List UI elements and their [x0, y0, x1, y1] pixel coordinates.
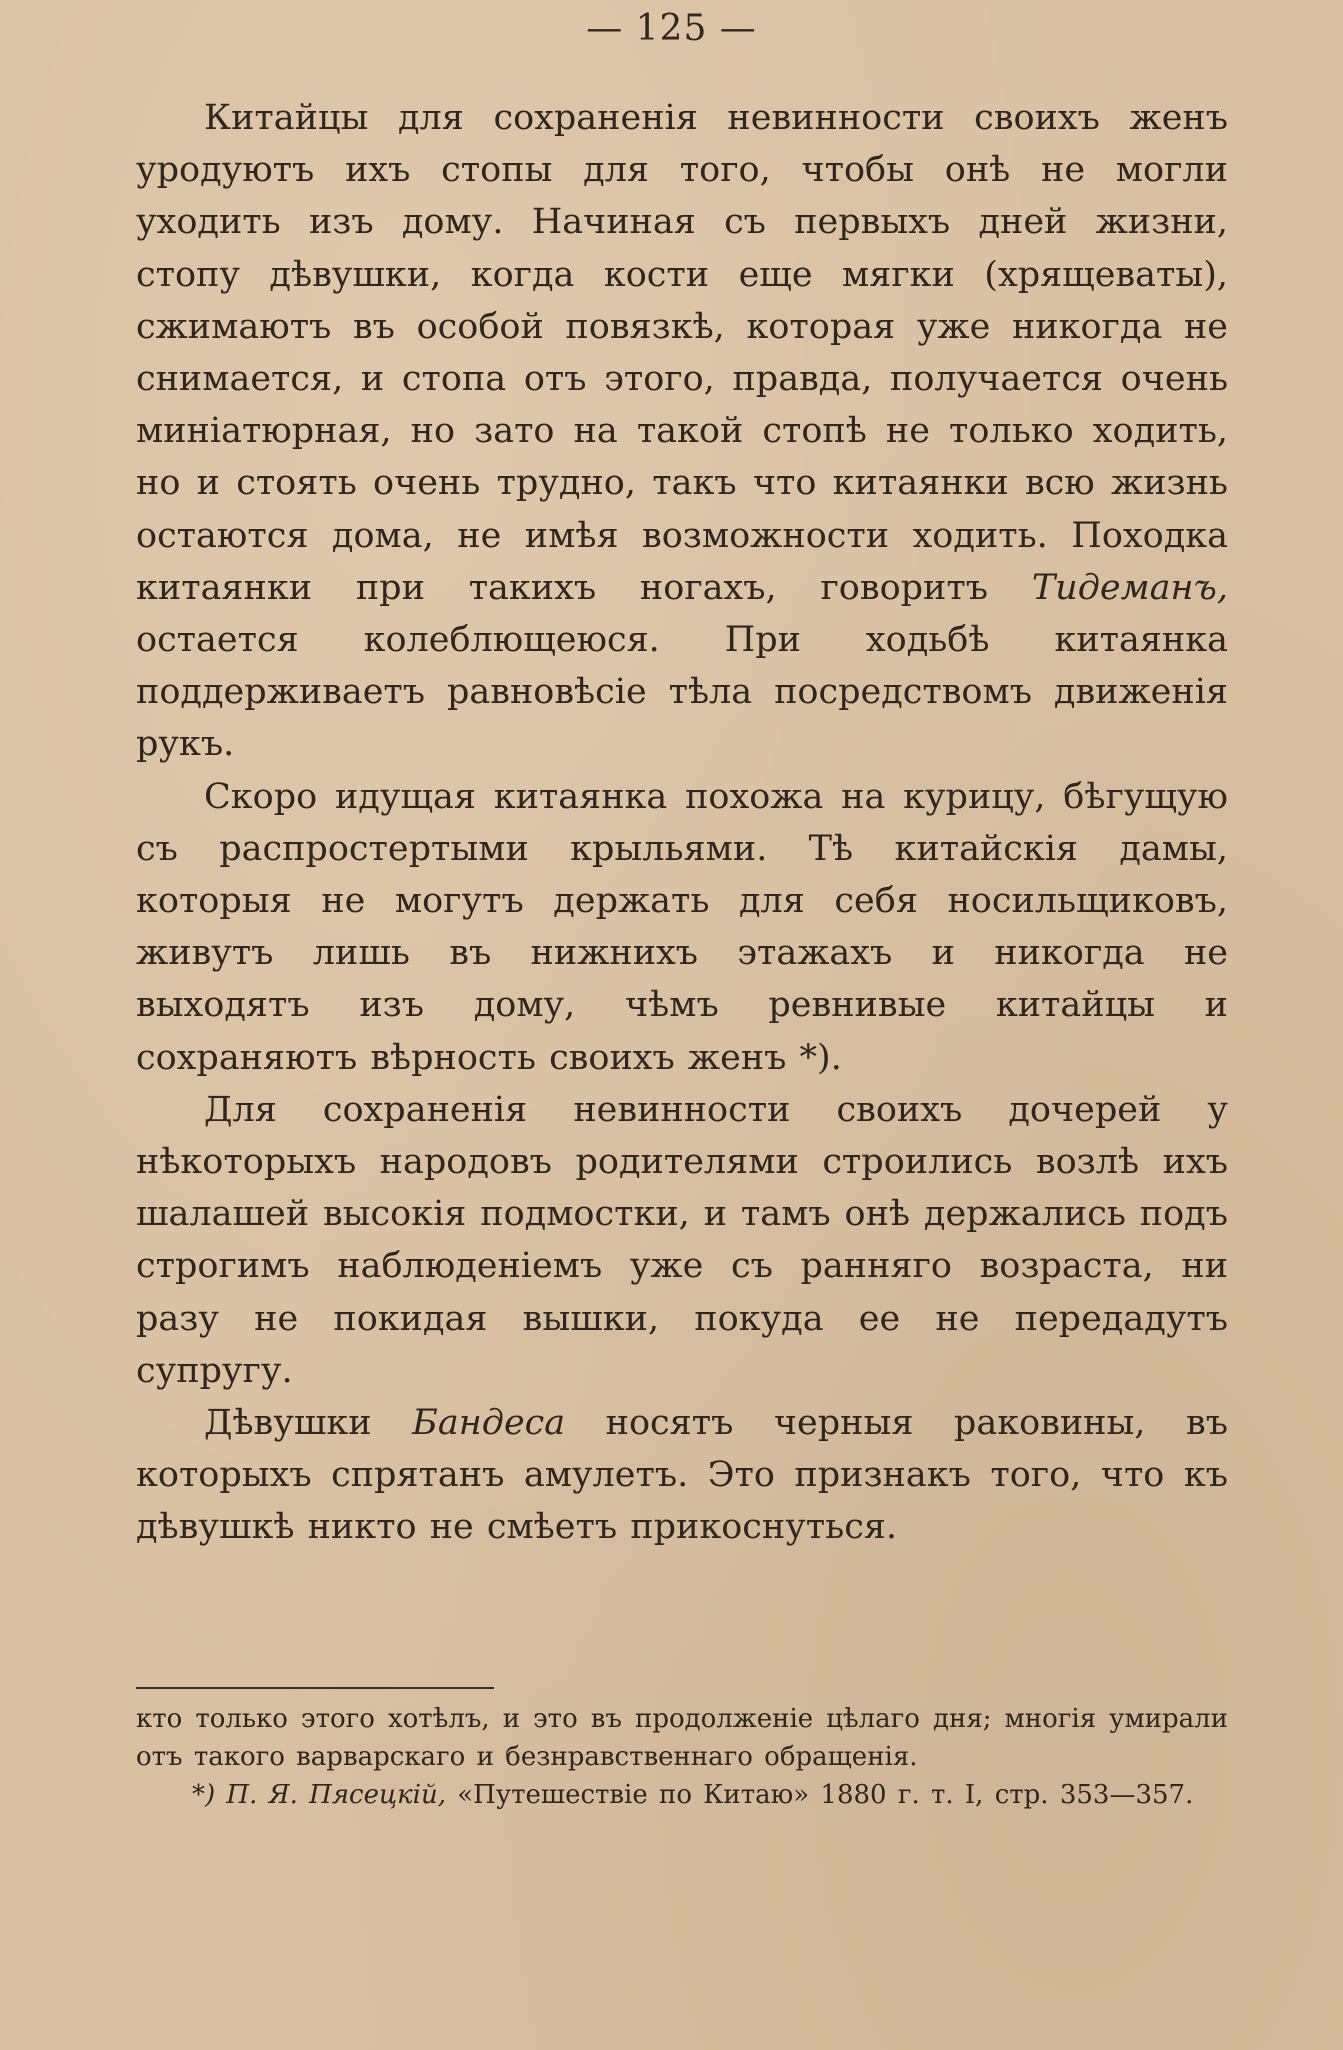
paragraph-gait: Скоро идущая китаянка похожа на курицу, бѣгущую съ распростертыми крыльями. Тѣ китайскія дамы, которыя не могутъ держать для себя носильщиковъ, живутъ лишь въ нижнихъ этажахъ и никогда не выходятъ изъ дому, чѣмъ ревнивые китайцы и сохраняютъ вѣрность своихъ женъ *).: [136, 776, 1228, 1078]
footnote-text: «Путешествіе по Китаю» 1880 г. т. I, стр. 353—357.: [445, 1780, 1194, 1810]
footnote-continuation: кто только этого хотѣлъ, и это въ продолженіе цѣлаго дня; многія умирали отъ такого варварскаго и безнравственнаго обращенія.: [136, 1704, 1228, 1772]
author-name: Тидеманъ,: [1031, 567, 1228, 608]
paragraph-chinese-women: [136, 92, 1228, 771]
place-name: Бандеса: [412, 1403, 566, 1444]
footnote-divider: [136, 1687, 494, 1689]
paragraph-bandesa: [136, 1397, 1228, 1554]
paragraph-text: остается колеблющеюся. При ходьбѣ китаянка поддерживаетъ равновѣсіе тѣла посредствомъ движенія рукъ.: [136, 620, 1228, 765]
paragraph-text: носятъ черныя раковины, въ которыхъ спрятанъ амулетъ. Это признакъ того, что къ дѣвушкѣ никто не смѣетъ прикоснуться.: [136, 1403, 1228, 1548]
paragraph-text: Дѣвушки: [204, 1403, 413, 1444]
footnote-marker: *): [192, 1780, 216, 1810]
paragraph-daughters: Для сохраненія невинности своихъ дочерей у нѣкоторыхъ народовъ родителями строились возлѣ ихъ шалашей высокія подмостки, и тамъ онѣ держались подъ строгимъ наблюденіемъ уже съ ранняго возраста, ни разу не покидая вышки, покуда ее не передадутъ супругу.: [136, 1089, 1228, 1391]
footnotes: [136, 1700, 1228, 1814]
footnote-source: [136, 1776, 1228, 1814]
paragraph-text: Китайцы для сохраненія невинности своихъ женъ уродуютъ ихъ стопы для того, чтобы онѣ не могли уходить изъ дому. Начиная съ первыхъ дней жизни, стопу дѣвушки, когда кости еще мягки (хрящеваты), сжимаютъ въ особой повязкѣ, которая уже никогда не снимается, и стопа отъ этого, правда, получается очень миніатюрная, но зато на такой стопѣ не только ходить, но и стоять очень трудно, такъ что китаянки всю жизнь остаются дома, не имѣя возможности ходить. Походка китаянки при такихъ ногахъ, говоритъ: [136, 98, 1228, 608]
main-text: [136, 92, 1228, 1554]
footnote-author: П. Я. Пясецкій,: [226, 1780, 446, 1810]
page-number: — 125 —: [586, 8, 757, 49]
